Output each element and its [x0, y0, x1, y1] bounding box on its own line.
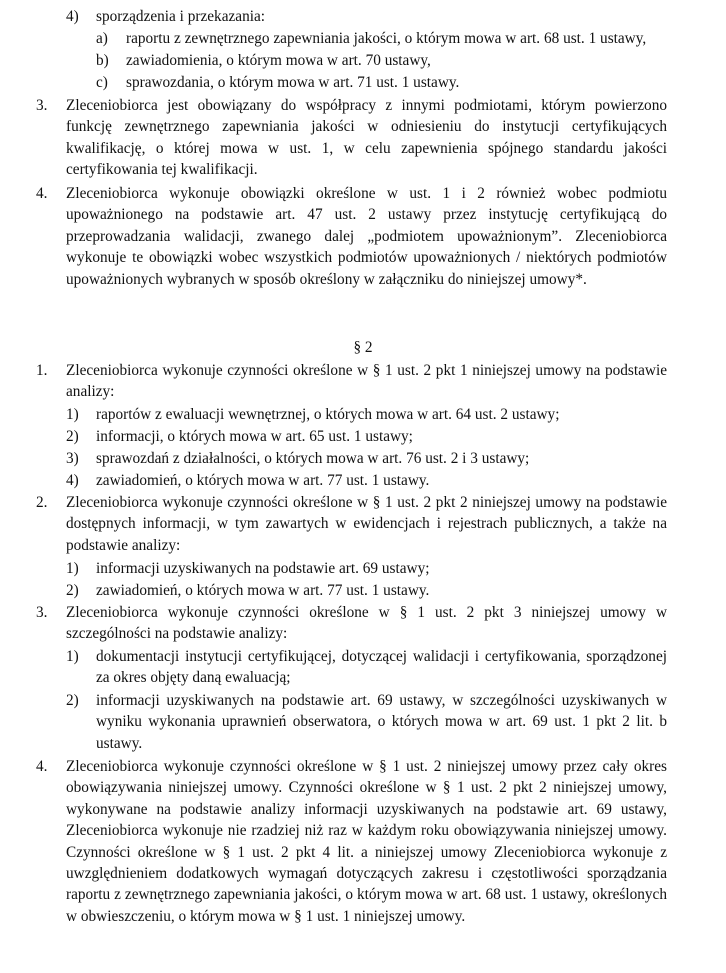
list-item-letter: b)	[96, 52, 109, 69]
list-item-text: sprawozdań z działalności, o których mowa w art. 76 ust. 2 i 3 ustawy;	[96, 450, 530, 467]
paragraph	[36, 360, 667, 403]
paragraph	[36, 756, 667, 927]
list-item-number: 2)	[66, 692, 79, 709]
list-item-number: 3)	[66, 450, 79, 467]
list-item-text: zawiadomień, o których mowa w art. 77 ust. 1 ustawy.	[96, 472, 430, 489]
list-item	[66, 580, 667, 601]
section-heading: § 2	[353, 339, 373, 356]
list-item-text: informacji uzyskiwanych na podstawie art. 69 ustawy;	[96, 560, 430, 577]
paragraph-number: 4.	[36, 185, 48, 202]
list-item	[66, 470, 667, 491]
paragraph-text: Zleceniobiorca wykonuje czynności określone w § 1 ust. 2 pkt 2 niniejszej umowy na podstawie dostępnych informacji, w tym zawartych w ewidencjach i rejestrach publicznych, a także na podstawie analizy:	[66, 494, 667, 554]
list-item-text: zawiadomienia, o którym mowa w art. 70 ustawy,	[126, 52, 431, 69]
paragraph	[36, 183, 667, 290]
list-item-number: 1)	[66, 406, 79, 423]
paragraph-text: Zleceniobiorca jest obowiązany do współpracy z innymi podmiotami, którym powierzono funkcję zewnętrznego zapewniania jakości w odniesieniu do instytucji certyfikujących kwalifikację, o której mowa w ust. 1, w celu zapewnienia spójnego standardu jakości certyfikowania tej kwalifikacji.	[66, 97, 667, 179]
list-item	[66, 646, 667, 689]
list-item-letter: a)	[96, 30, 108, 47]
paragraph-number: 4.	[36, 758, 48, 775]
list-item	[66, 404, 667, 425]
paragraph-number: 3.	[36, 97, 48, 114]
list-item	[66, 448, 667, 469]
list-item	[66, 558, 667, 579]
list-item-text: informacji uzyskiwanych na podstawie art. 69 ustawy, w szczególności uzyskiwanych w wyniku wykonania uprawnień obserwatora, o których mowa w art. 69 ust. 1 pkt 2 lit. b ustawy.	[96, 692, 667, 752]
paragraph-number: 2.	[36, 494, 48, 511]
list-item-number: 4)	[66, 8, 79, 25]
paragraph	[36, 492, 667, 556]
paragraph-text: Zleceniobiorca wykonuje czynności określone w § 1 ust. 2 niniejszej umowy przez cały okres obowiązywania niniejszej umowy. Czynności określone w § 1 ust. 2 pkt 2 niniejszej umowy, wykonywane na podstawie analizy informacji uzyskiwanych na podstawie art. 69 ustawy, Zleceniobiorca wykonuje nie rzadziej niż raz w każdym roku obowiązywania niniejszej umowy. Czynności określone w § 1 ust. 2 pkt 4 lit. a niniejszej umowy Zleceniobiorca wykonuje z uwzględnieniem dodatkowych wymagań dotyczących zakresu i częstotliwości sporządzania raportu z zewnętrznego zapewniania jakości, o którym mowa w art. 68 ust. 1 ustawy, określonych w obwieszczeniu, o którym mowa w § 1 ust. 1 niniejszej umowy.	[66, 758, 667, 925]
paragraph-text: Zleceniobiorca wykonuje czynności określone w § 1 ust. 2 pkt 1 niniejszej umowy na podstawie analizy:	[66, 362, 667, 401]
list-item-number: 2)	[66, 428, 79, 445]
paragraph-text: Zleceniobiorca wykonuje czynności określone w § 1 ust. 2 pkt 3 niniejszej umowy w szczególności na podstawie analizy:	[66, 604, 667, 643]
list-item-text: sprawozdania, o którym mowa w art. 71 ust. 1 ustawy.	[126, 74, 460, 91]
list-item	[96, 50, 676, 71]
list-item	[96, 28, 676, 49]
list-item	[66, 6, 666, 27]
list-item	[66, 690, 667, 754]
list-item-number: 1)	[66, 648, 79, 665]
paragraph-number: 3.	[36, 604, 48, 621]
paragraph-text: Zleceniobiorca wykonuje obowiązki określone w ust. 1 i 2 również wobec podmiotu upoważnionego na podstawie art. 47 ust. 2 ustawy przez instytucję certyfikującą do przeprowadzania walidacji, zwanego dalej „podmiotem upoważnionym”. Zleceniobiorca wykonuje te obowiązki wobec wszystkich podmiotów upoważnionych / niektórych podmiotów upoważnionych wybranych w sposób określony w załączniku do niniejszej umowy*.	[66, 185, 667, 288]
list-item	[96, 72, 676, 93]
list-item-number: 2)	[66, 582, 79, 599]
paragraph-number: 1.	[36, 362, 48, 379]
paragraph	[36, 95, 667, 181]
list-item-text: dokumentacji instytucji certyfikującej, dotyczącej walidacji i certyfikowania, sporządzonej za okres objęty daną ewaluacją;	[96, 648, 667, 687]
list-item-text: raportów z ewaluacji wewnętrznej, o których mowa w art. 64 ust. 2 ustawy;	[96, 406, 560, 423]
list-item-text: raportu z zewnętrznego zapewniania jakości, o którym mowa w art. 68 ust. 1 ustawy,	[126, 30, 647, 47]
list-item	[66, 426, 667, 447]
list-item-number: 4)	[66, 472, 79, 489]
list-item-letter: c)	[96, 74, 108, 91]
list-item-text: zawiadomień, o których mowa w art. 77 ust. 1 ustawy.	[96, 582, 430, 599]
paragraph	[36, 602, 667, 645]
list-item-text: sporządzenia i przekazania:	[96, 8, 266, 25]
list-item-number: 1)	[66, 560, 79, 577]
list-item-text: informacji, o których mowa w art. 65 ust. 1 ustawy;	[96, 428, 413, 445]
